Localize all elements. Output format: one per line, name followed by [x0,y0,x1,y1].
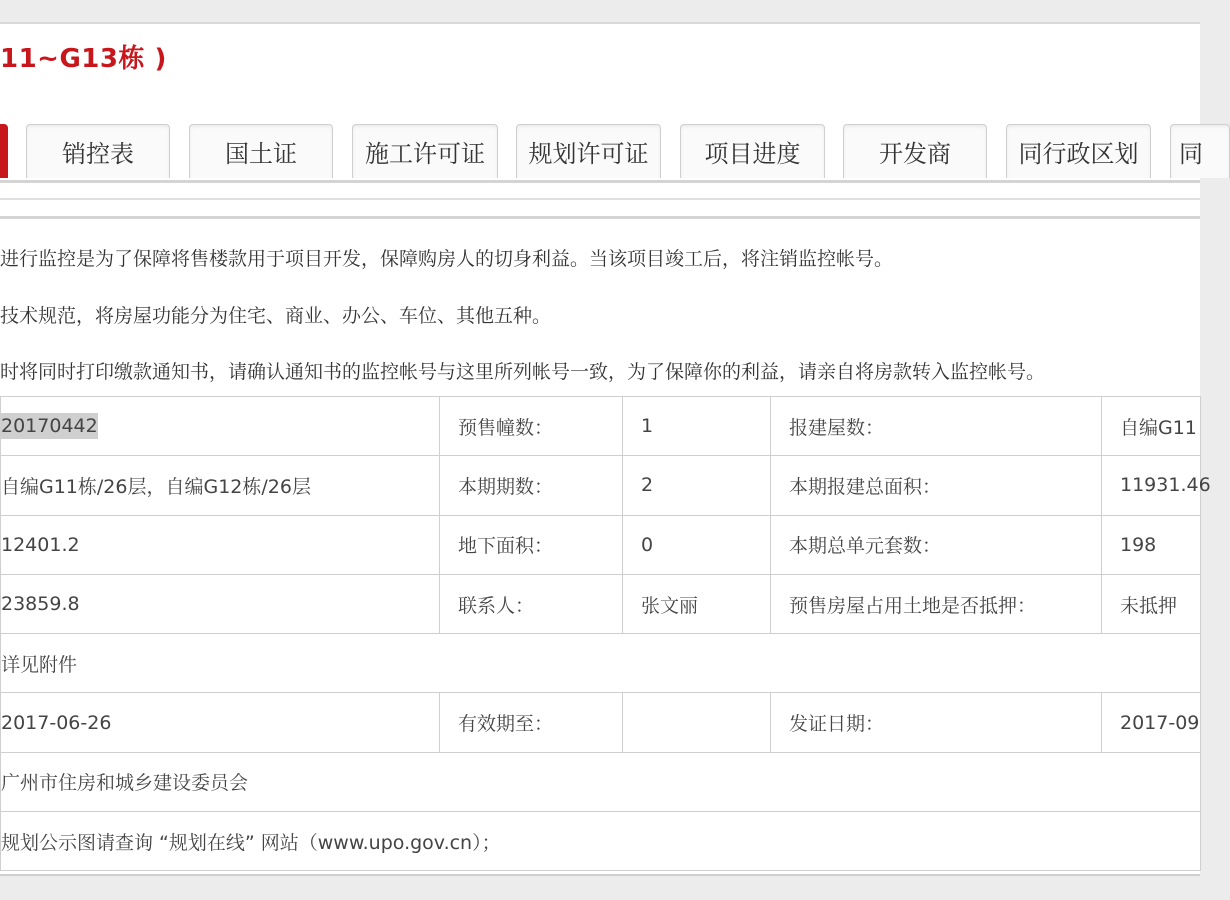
table-label: 本期报建总面积： [771,456,1102,515]
table-cell: 未抵押 [1102,574,1201,633]
table-cell-full: 详见附件 [1,634,1201,693]
notice-line: 进行监控是为了保障将售楼款用于项目开发，保障购房人的切身利益。当该项目竣工后，将注销监控帐号。 [0,248,894,270]
table-row [1,812,1201,871]
table-cell: 0 [623,515,771,574]
table-cell: 23859.8 [1,574,440,633]
section-divider-2 [0,216,1200,219]
tab-bar [0,100,1203,180]
table-cell: 11931.46 [1102,456,1201,515]
table-label: 报建屋数： [771,397,1102,456]
table-cell-full: 规划公示图请查询 “规划在线” 网站（www.upo.gov.cn）； [1,812,1201,871]
page-title: 11~G13栋 ) [0,44,167,74]
tab-construction-permit[interactable]: 施工许可证 [352,124,498,178]
table-row [1,456,1201,515]
notice-line: 技术规范，将房屋功能分为住宅、商业、办公、车位、其他五种。 [0,305,552,327]
section-divider [0,198,1200,200]
table-cell: 198 [1102,515,1201,574]
table-cell: 12401.2 [1,515,440,574]
table-row [1,574,1201,633]
tab-land-certificate[interactable]: 国土证 [189,124,333,178]
table-cell: 张文丽 [623,574,771,633]
table-cell [1,397,440,456]
table-label: 发证日期： [771,693,1102,752]
tab-overflow[interactable]: 同 [1170,124,1230,178]
permit-number: 20170442 [1,415,98,438]
tab-divider [0,180,1200,183]
table-label: 本期总单元套数： [771,515,1102,574]
tab-sales-control[interactable]: 销控表 [26,124,170,178]
table-row [1,752,1201,811]
table-cell: 自编G11栋/26层，自编G12栋/26层 [1,456,440,515]
table-row [1,397,1201,456]
table-cell: 2 [623,456,771,515]
table-cell: 自编G11 [1102,397,1201,456]
notice-line: 时将同时打印缴款通知书，请确认通知书的监控帐号与这里所列帐号一致，为了保障你的利益，请亲自将房款转入监控帐号。 [0,361,1046,383]
table-row [1,515,1201,574]
tab-project-progress[interactable]: 项目进度 [680,124,825,178]
table-cell: 2017-06-26 [1,693,440,752]
tab-same-district[interactable]: 同行政区划 [1006,124,1151,178]
table-label: 预售幢数： [440,397,623,456]
table-label: 预售房屋占用土地是否抵押： [771,574,1102,633]
table-label: 联系人： [440,574,623,633]
table-row [1,693,1201,752]
table-cell: 1 [623,397,771,456]
table-cell-full: 广州市住房和城乡建设委员会 [1,752,1201,811]
tab-planning-permit[interactable]: 规划许可证 [516,124,661,178]
tab-developer[interactable]: 开发商 [843,124,987,178]
table-label: 有效期至： [440,693,623,752]
table-cell: 2017-09 [1102,693,1201,752]
tab-active-indicator[interactable] [0,124,8,178]
presale-info-table [0,396,1211,871]
table-label: 本期期数： [440,456,623,515]
table-row [1,634,1201,693]
table-cell [623,693,771,752]
table-label: 地下面积： [440,515,623,574]
